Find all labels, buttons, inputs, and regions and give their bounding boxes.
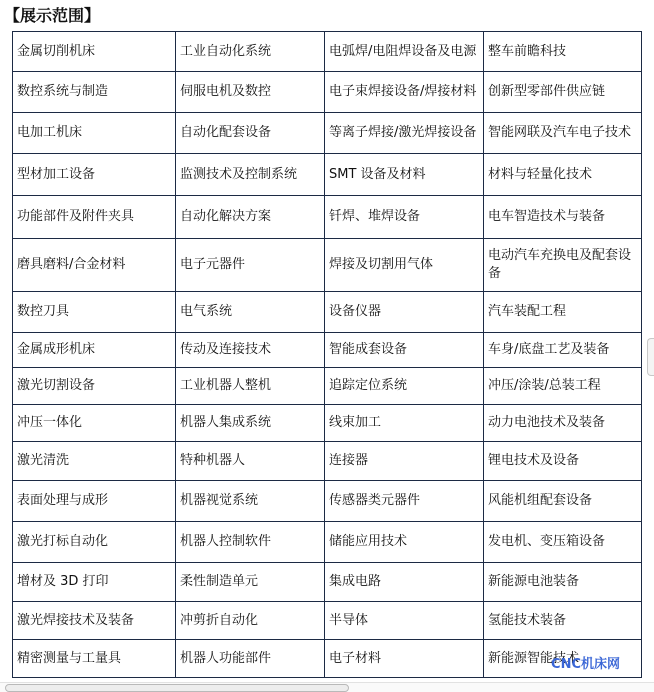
table-cell: 发电机、变压箱设备 xyxy=(484,522,642,563)
table-cell: 冲剪折自动化 xyxy=(176,602,325,640)
table-cell: 机器人控制软件 xyxy=(176,522,325,563)
table-cell: 磨具磨料/合金材料 xyxy=(13,239,176,292)
table-cell: 新能源电池装备 xyxy=(484,563,642,602)
side-collapse-handle[interactable] xyxy=(647,338,654,376)
table-row xyxy=(13,442,642,481)
exhibition-scope-table xyxy=(12,31,642,678)
table-row xyxy=(13,405,642,442)
table-cell: 精密测量与工量具 xyxy=(13,640,176,678)
table-cell: 智能网联及汽车电子技术 xyxy=(484,113,642,154)
table-row xyxy=(13,72,642,113)
table-cell: 新能源智能技术 xyxy=(484,640,642,678)
table-row xyxy=(13,640,642,678)
table-cell: 功能部件及附件夹具 xyxy=(13,196,176,239)
table-cell: 激光切割设备 xyxy=(13,368,176,405)
table-cell: 冲压/涂装/总装工程 xyxy=(484,368,642,405)
table-cell: 数控刀具 xyxy=(13,292,176,333)
table-cell: 电弧焊/电阻焊设备及电源 xyxy=(325,32,484,72)
table-cell: 自动化解决方案 xyxy=(176,196,325,239)
table-cell: SMT 设备及材料 xyxy=(325,154,484,196)
table-row xyxy=(13,113,642,154)
table-row xyxy=(13,368,642,405)
horizontal-scrollbar[interactable] xyxy=(0,682,654,692)
table-cell: 半导体 xyxy=(325,602,484,640)
table-cell: 金属成形机床 xyxy=(13,333,176,368)
table-row xyxy=(13,292,642,333)
table-cell: 锂电技术及设备 xyxy=(484,442,642,481)
table-cell: 冲压一体化 xyxy=(13,405,176,442)
table-cell: 材料与轻量化技术 xyxy=(484,154,642,196)
table-cell: 电子束焊接设备/焊接材料 xyxy=(325,72,484,113)
table-cell: 监测技术及控制系统 xyxy=(176,154,325,196)
table-cell: 电子元器件 xyxy=(176,239,325,292)
table-row xyxy=(13,522,642,563)
table-cell: 伺服电机及数控 xyxy=(176,72,325,113)
table-cell: 储能应用技术 xyxy=(325,522,484,563)
table-row xyxy=(13,481,642,522)
table-cell: 电动汽车充换电及配套设备 xyxy=(484,239,642,292)
table-cell: 电子材料 xyxy=(325,640,484,678)
table-cell: 汽车装配工程 xyxy=(484,292,642,333)
table-cell: 追踪定位系统 xyxy=(325,368,484,405)
table-cell: 焊接及切割用气体 xyxy=(325,239,484,292)
table-cell: 创新型零部件供应链 xyxy=(484,72,642,113)
table-cell: 传动及连接技术 xyxy=(176,333,325,368)
table-cell: 钎焊、堆焊设备 xyxy=(325,196,484,239)
table-row xyxy=(13,239,642,292)
table-cell: 特种机器人 xyxy=(176,442,325,481)
table-cell: 机器人集成系统 xyxy=(176,405,325,442)
table-cell: 等离子焊接/激光焊接设备 xyxy=(325,113,484,154)
table-cell: 表面处理与成形 xyxy=(13,481,176,522)
table-cell: 氢能技术装备 xyxy=(484,602,642,640)
table-cell: 工业机器人整机 xyxy=(176,368,325,405)
table-cell: 自动化配套设备 xyxy=(176,113,325,154)
table-cell: 电气系统 xyxy=(176,292,325,333)
table-cell: 传感器类元器件 xyxy=(325,481,484,522)
table-cell: 柔性制造单元 xyxy=(176,563,325,602)
table-row xyxy=(13,563,642,602)
table-cell: 激光焊接技术及装备 xyxy=(13,602,176,640)
table-cell: 型材加工设备 xyxy=(13,154,176,196)
table-cell: 车身/底盘工艺及装备 xyxy=(484,333,642,368)
table-cell: 激光清洗 xyxy=(13,442,176,481)
table-row xyxy=(13,333,642,368)
table-cell: 集成电路 xyxy=(325,563,484,602)
table-row xyxy=(13,602,642,640)
table-cell: 动力电池技术及装备 xyxy=(484,405,642,442)
table-cell: 工业自动化系统 xyxy=(176,32,325,72)
table-cell: 整车前瞻科技 xyxy=(484,32,642,72)
table-body xyxy=(13,32,642,678)
table-cell: 数控系统与制造 xyxy=(13,72,176,113)
scrollbar-thumb[interactable] xyxy=(5,684,349,692)
table-cell: 电加工机床 xyxy=(13,113,176,154)
table-cell: 机器视觉系统 xyxy=(176,481,325,522)
table-cell: 连接器 xyxy=(325,442,484,481)
table-row xyxy=(13,196,642,239)
table-cell: 机器人功能部件 xyxy=(176,640,325,678)
section-heading: 【展示范围】 xyxy=(4,6,101,25)
table-cell: 增材及 3D 打印 xyxy=(13,563,176,602)
table-cell: 风能机组配套设备 xyxy=(484,481,642,522)
table-cell: 设备仪器 xyxy=(325,292,484,333)
table-cell: 智能成套设备 xyxy=(325,333,484,368)
table-row xyxy=(13,32,642,72)
table-row xyxy=(13,154,642,196)
table-cell: 线束加工 xyxy=(325,405,484,442)
watermark-text: CNC机床网 xyxy=(551,657,620,672)
table-cell: 电车智造技术与装备 xyxy=(484,196,642,239)
table-cell: 金属切削机床 xyxy=(13,32,176,72)
table-cell: 激光打标自动化 xyxy=(13,522,176,563)
